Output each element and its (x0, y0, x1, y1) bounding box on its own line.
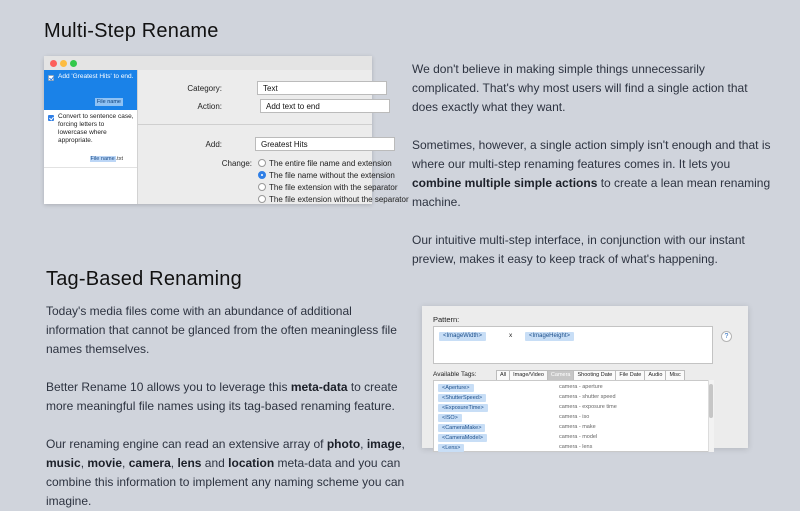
section-title-multi-step: Multi-Step Rename (44, 20, 219, 42)
change-option-ext-without-sep[interactable]: The file extension without the separator (258, 195, 409, 204)
step-preview: File name.txt (90, 156, 123, 162)
step-enabled-checkbox[interactable] (48, 115, 54, 121)
action-label: Action: (197, 102, 222, 111)
tag-renaming-screenshot (422, 306, 748, 451)
change-option-name-only[interactable]: The file name without the extension (258, 171, 395, 180)
pattern-token[interactable]: <ImageHeight> (525, 332, 574, 341)
steps-sidebar (44, 70, 138, 204)
add-label: Add: (205, 140, 222, 149)
divider (138, 124, 372, 125)
tag-list-row[interactable]: <ExposureTime> camera - exposure time (438, 403, 708, 412)
add-text-input[interactable]: Greatest Hits (255, 137, 395, 151)
tab-camera[interactable]: Camera (548, 370, 575, 381)
tag-list-row[interactable]: <CameraModel> camera - model (438, 433, 708, 442)
scrollbar-thumb[interactable] (709, 384, 713, 418)
paragraph: Our renaming engine can read an extensive array of photo, image, music, movie, camera, lens and location meta-data and you can combine this information to implement any naming scheme you can imagine. (46, 437, 405, 508)
change-label: Change: (221, 159, 252, 168)
pattern-input[interactable] (433, 326, 713, 364)
tab-audio[interactable]: Audio (645, 370, 666, 381)
tab-image-video[interactable]: Image/Video (510, 370, 548, 381)
paragraph: Sometimes, however, a single action simply isn't enough and that is where our multi-step renaming features comes in. It lets you combine multiple simple actions to create a lean mean renaming machine. (412, 138, 771, 209)
radio-button[interactable] (258, 183, 266, 191)
tag-list-row[interactable]: <ISO> camera - iso (438, 413, 708, 422)
radio-button-selected[interactable] (258, 171, 266, 179)
tab-misc[interactable]: Misc (666, 370, 684, 381)
paragraph: We don't believe in making simple things unnecessarily complicated. That's why most users will find a single action that does exactly what they want. (412, 62, 748, 114)
tag-based-description (46, 302, 408, 511)
change-option-entire[interactable]: The entire file name and extension (258, 159, 392, 168)
tab-all[interactable]: All (496, 370, 510, 381)
section-title-tag-based: Tag-Based Renaming (46, 268, 242, 290)
pattern-token[interactable]: <ImageWidth> (439, 332, 486, 341)
tag-list-row[interactable]: <CameraMake> camera - make (438, 423, 708, 432)
zoom-window-button[interactable] (70, 60, 77, 67)
radio-button[interactable] (258, 159, 266, 167)
step-item-sentence-case[interactable] (44, 110, 137, 168)
window-titlebar (44, 56, 372, 70)
pattern-separator-text: x (509, 332, 513, 339)
step-enabled-checkbox[interactable] (48, 75, 54, 81)
action-select[interactable]: Add text to end (260, 99, 390, 113)
change-option-ext-with-sep[interactable]: The file extension with the separator (258, 183, 398, 192)
available-tags-label: Available Tags: (433, 371, 477, 378)
pattern-label: Pattern: (433, 315, 460, 324)
multi-step-description (412, 60, 772, 269)
step-preview: File name (96, 99, 121, 105)
step-description: Add 'Greatest Hits' to end. (58, 73, 134, 80)
step-item-add-text[interactable] (44, 70, 137, 110)
help-button[interactable]: ? (721, 331, 732, 342)
paragraph: Better Rename 10 allows you to leverage this meta-data to create more meaningful file names using its tag-based renaming feature. (46, 380, 398, 413)
close-window-button[interactable] (50, 60, 57, 67)
tag-list-row[interactable]: <Aperture> camera - aperture (438, 383, 708, 392)
category-label: Category: (187, 84, 222, 93)
available-tags-list (433, 380, 712, 452)
category-select[interactable]: Text (257, 81, 387, 95)
tag-list-row[interactable]: <ShutterSpeed> camera - shutter speed (438, 393, 708, 402)
step-settings-panel (138, 70, 409, 204)
paragraph: Our intuitive multi-step interface, in conjunction with our instant preview, makes it easy to keep track of what's happening. (412, 233, 745, 266)
tag-list-row[interactable]: <Lens> camera - lens (438, 443, 708, 452)
multi-step-screenshot (44, 56, 409, 204)
tab-file-date[interactable]: File Date (616, 370, 645, 381)
paragraph: Today's media files come with an abundance of additional information that cannot be glanced from the often meaningless file names themselves. (46, 304, 397, 356)
step-description: Convert to sentence case, forcing letters to lowercase where appropriate. (58, 113, 134, 144)
radio-button[interactable] (258, 195, 266, 203)
minimize-window-button[interactable] (60, 60, 67, 67)
tab-shooting-date[interactable]: Shooting Date (574, 370, 616, 381)
